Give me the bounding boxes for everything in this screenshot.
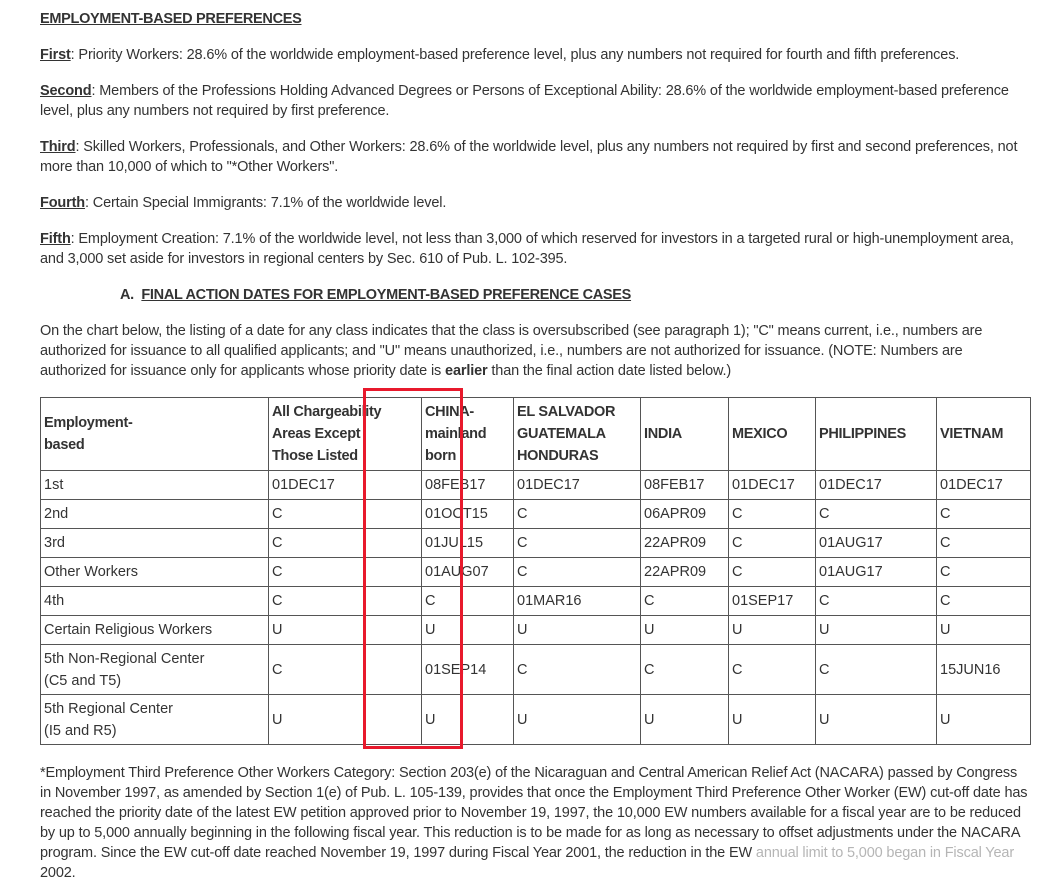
row-label <box>41 500 269 529</box>
row-label-line: 1st <box>44 477 64 493</box>
table-cell: U <box>816 616 937 645</box>
row-label-line: 3rd <box>44 535 65 551</box>
row-label <box>41 587 269 616</box>
table-cell: 01SEP14 <box>422 645 514 695</box>
table-cell: 01DEC17 <box>937 471 1031 500</box>
table-cell: U <box>514 695 641 745</box>
table-row <box>41 695 1031 745</box>
column-header-line: Areas Except <box>272 426 361 442</box>
intro-bold: earlier <box>445 363 488 379</box>
column-header <box>422 398 514 471</box>
table-cell: 01JUL15 <box>422 529 514 558</box>
table-cell: U <box>816 695 937 745</box>
table-cell: 08FEB17 <box>422 471 514 500</box>
table-row <box>41 558 1031 587</box>
column-header <box>641 398 729 471</box>
table-cell: 01AUG07 <box>422 558 514 587</box>
table-cell: U <box>729 616 816 645</box>
row-label-line: 4th <box>44 593 65 609</box>
column-header <box>937 398 1031 471</box>
preference-text: : Members of the Professions Holding Advanced Degrees or Persons of Exceptional Ability: 28.6% of the worldwide employment-based preference level, plus any numbers not required by first preference. <box>40 83 1009 119</box>
preference-third <box>40 137 1025 177</box>
table-cell: C <box>269 645 422 695</box>
table-cell: U <box>514 616 641 645</box>
column-header-line: VIETNAM <box>940 426 1004 442</box>
row-label <box>41 529 269 558</box>
preference-text: : Priority Workers: 28.6% of the worldwide employment-based preference level, plus any numbers not required for fourth and fifth preferences. <box>70 47 960 63</box>
table-cell: C <box>514 645 641 695</box>
row-label-line: (C5 and T5) <box>44 672 122 689</box>
footnote-text: *Employment Third Preference Other Workers Category: Section 203(e) of the Nicaraguan and Central American Relief Act (NACARA) passed by Congress in November 1997, as amended by Section 1(e) of Pub. L. 105-139, provides that once the Employment Third Preference Other Worker (EW) cut-off date has reached the priority date of the latest EW petition approved prior to November 19, 1997, the 10,000 EW numbers available for a fiscal year are to be reduced by up to 5,000 annually beginning in the following fiscal year. This reduction is to be made for as long as necessary to offset adjustments under the NACARA program. Since the EW cut-off date reached November 19, 1997 during Fiscal Year 2001, the reduction in the EW <box>40 765 1028 861</box>
table-cell: 01OCT15 <box>422 500 514 529</box>
table-cell: U <box>641 616 729 645</box>
table-row <box>41 587 1031 616</box>
section-letter: A. <box>120 287 134 303</box>
preference-fifth <box>40 229 1025 269</box>
column-header-line: HONDURAS <box>517 448 599 464</box>
row-label-line: Other Workers <box>44 564 139 580</box>
table-row <box>41 616 1031 645</box>
table-cell: 22APR09 <box>641 558 729 587</box>
table-row <box>41 529 1031 558</box>
table-cell: C <box>937 587 1031 616</box>
preference-text: : Skilled Workers, Professionals, and Other Workers: 28.6% of the worldwide level, plus any numbers not required by first and second preferences, not more than 10,000 of which to "*Other Workers". <box>40 139 1018 175</box>
preference-fourth <box>40 193 1025 213</box>
table-cell: U <box>422 695 514 745</box>
table-cell: C <box>937 500 1031 529</box>
column-header-line: EL SALVADOR <box>517 404 616 420</box>
column-header <box>269 398 422 471</box>
column-header-line: Employment- <box>44 415 133 431</box>
column-header-line: based <box>44 437 85 453</box>
intro-text-end: than the final action date listed below.) <box>487 363 732 379</box>
row-label <box>41 471 269 500</box>
table-cell: C <box>816 587 937 616</box>
table-cell: C <box>514 500 641 529</box>
column-header-line: INDIA <box>644 426 682 442</box>
intro-text: On the chart below, the listing of a date for any class indicates that the class is oversubscribed (see paragraph 1); "C" means current, i.e., numbers are authorized for issuance to all qualified applicants; and "U" means unauthorized, i.e., numbers are not authorized for issuance. (NOTE: Numbers are authorized for issuance only for applicants whose priority date is <box>40 323 983 379</box>
column-header <box>41 398 269 471</box>
preference-term: Fifth <box>40 231 71 247</box>
table-cell: U <box>729 695 816 745</box>
table-cell: U <box>641 695 729 745</box>
table-cell: C <box>269 529 422 558</box>
table-cell: C <box>937 558 1031 587</box>
footnote-faded-text: annual limit to 5,000 began in Fiscal Year <box>752 845 1015 861</box>
preference-text: : Certain Special Immigrants: 7.1% of the worldwide level. <box>85 195 447 211</box>
table-cell: C <box>641 587 729 616</box>
table-header-row <box>41 398 1031 471</box>
table-cell: 01DEC17 <box>729 471 816 500</box>
row-label-line: Certain Religious Workers <box>44 622 213 638</box>
preference-term: Second <box>40 83 92 99</box>
table-cell: 01AUG17 <box>816 558 937 587</box>
footnote <box>40 763 1030 883</box>
column-header-line: mainland <box>425 426 487 442</box>
table-cell: U <box>269 695 422 745</box>
row-label-line: 2nd <box>44 506 69 522</box>
table-cell: 01MAR16 <box>514 587 641 616</box>
table-cell: 06APR09 <box>641 500 729 529</box>
preference-first <box>40 45 1025 65</box>
column-header <box>816 398 937 471</box>
table-cell: 15JUN16 <box>937 645 1031 695</box>
table-cell: C <box>514 558 641 587</box>
footnote-text-end: 2002. <box>40 865 76 881</box>
intro-paragraph <box>40 321 1025 381</box>
column-header-line: GUATEMALA <box>517 426 606 442</box>
column-header-line: CHINA- <box>425 404 474 420</box>
column-header-line: MEXICO <box>732 426 788 442</box>
table-cell: C <box>641 645 729 695</box>
row-label <box>41 558 269 587</box>
preference-term: Third <box>40 139 76 155</box>
table-cell: U <box>937 616 1031 645</box>
preference-term: Fourth <box>40 195 86 211</box>
table-cell: C <box>729 558 816 587</box>
table-cell: 01AUG17 <box>816 529 937 558</box>
table-cell: 01SEP17 <box>729 587 816 616</box>
table-row <box>41 471 1031 500</box>
row-label-line: 5th Non-Regional Center <box>44 650 205 667</box>
column-header-line: Those Listed <box>272 448 358 464</box>
row-label-line: 5th Regional Center <box>44 700 173 717</box>
preference-term: First <box>40 47 71 63</box>
table-cell: U <box>937 695 1031 745</box>
table-cell: C <box>729 645 816 695</box>
table-cell: C <box>937 529 1031 558</box>
final-action-dates-table <box>40 397 1031 745</box>
preference-text: : Employment Creation: 7.1% of the worldwide level, not less than 3,000 of which reserved for investors in a targeted rural or high-unemployment area, and 3,000 set aside for investors in regional centers by Sec. 610 of Pub. L. 102-395. <box>40 231 1014 267</box>
table-cell: C <box>729 529 816 558</box>
section-title-text: FINAL ACTION DATES FOR EMPLOYMENT-BASED PREFERENCE CASES <box>141 287 632 303</box>
row-label <box>41 616 269 645</box>
column-header <box>729 398 816 471</box>
table-cell: C <box>269 558 422 587</box>
row-label <box>41 695 269 745</box>
row-label-line: (I5 and R5) <box>44 722 117 739</box>
table-cell: C <box>269 500 422 529</box>
section-title <box>120 285 631 305</box>
table-cell: C <box>514 529 641 558</box>
table-row <box>41 645 1031 695</box>
table-cell: C <box>816 645 937 695</box>
table-cell: C <box>729 500 816 529</box>
table-row <box>41 500 1031 529</box>
table-cell: C <box>269 587 422 616</box>
preference-second <box>40 81 1025 121</box>
table-cell: U <box>422 616 514 645</box>
table-cell: 01DEC17 <box>816 471 937 500</box>
table-cell: 01DEC17 <box>514 471 641 500</box>
page-heading: EMPLOYMENT-BASED PREFERENCES <box>40 11 302 27</box>
column-header-line: PHILIPPINES <box>819 426 906 442</box>
row-label <box>41 645 269 695</box>
table-cell: C <box>422 587 514 616</box>
column-header-line: born <box>425 448 457 464</box>
table-cell: C <box>816 500 937 529</box>
column-header-line: All Chargeability <box>272 404 382 420</box>
table-cell: U <box>269 616 422 645</box>
table-body <box>41 471 1031 745</box>
table-cell: 08FEB17 <box>641 471 729 500</box>
table-cell: 01DEC17 <box>269 471 422 500</box>
table-cell: 22APR09 <box>641 529 729 558</box>
column-header <box>514 398 641 471</box>
